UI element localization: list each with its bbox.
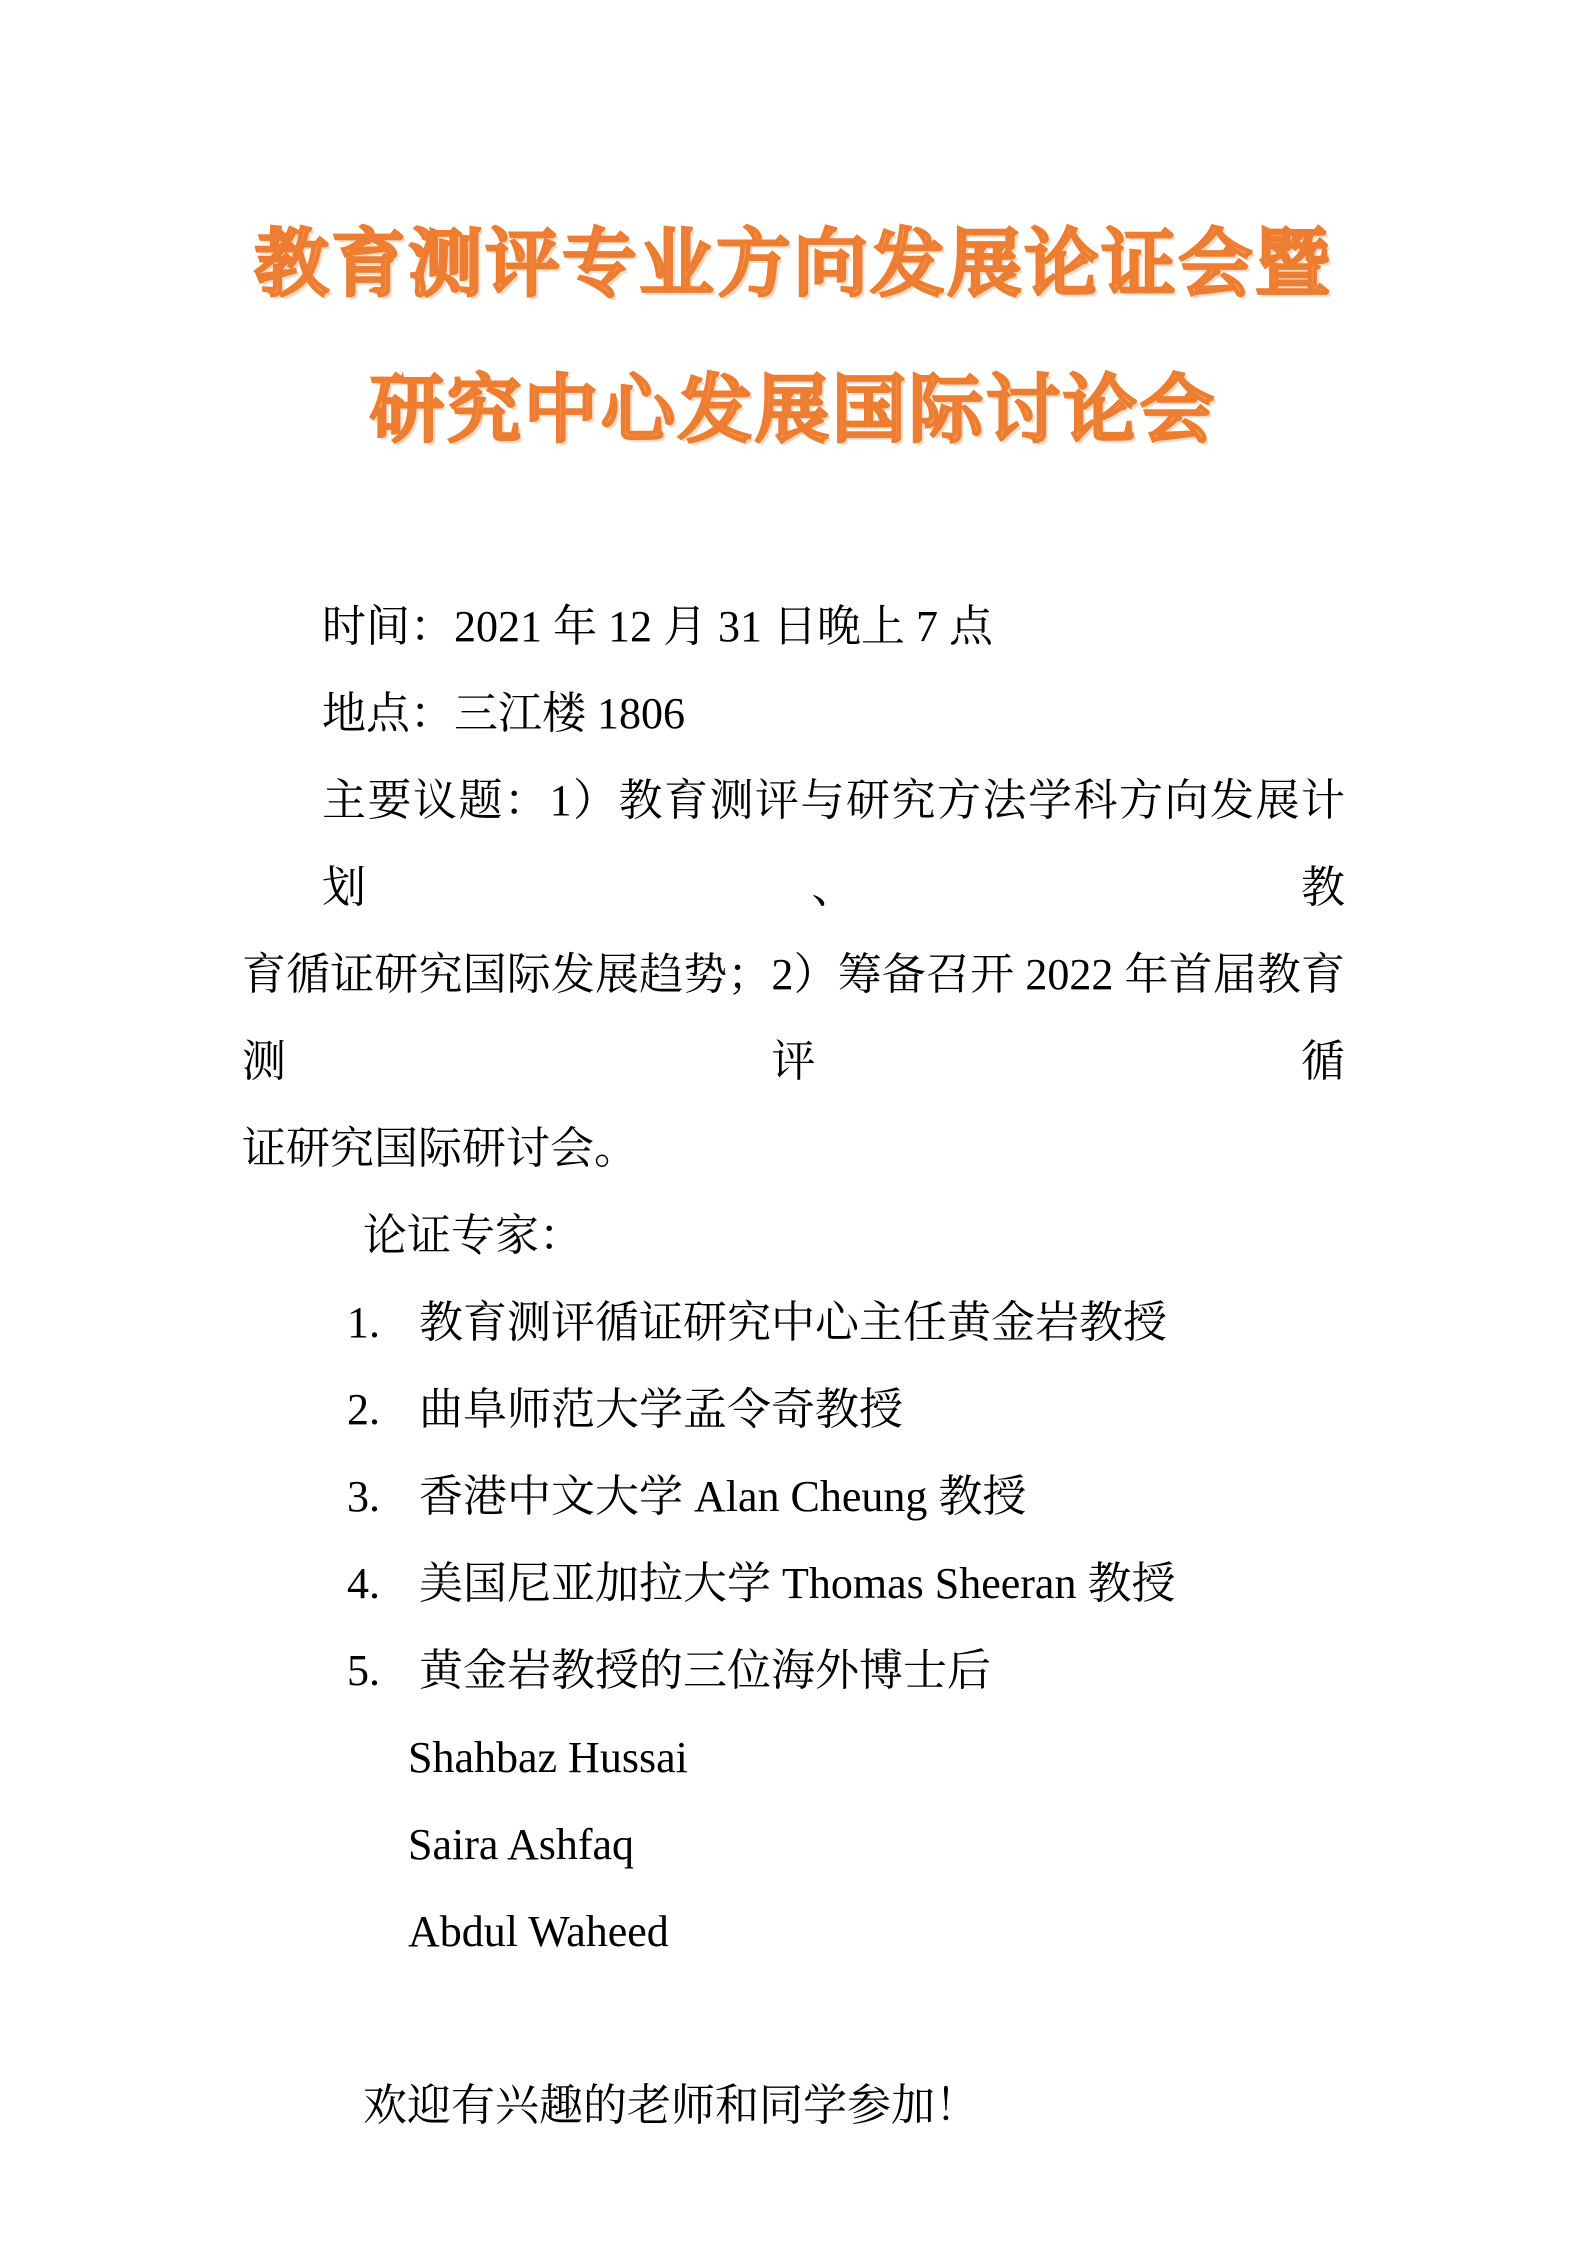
title-body-gap bbox=[0, 484, 1587, 583]
document-body bbox=[242, 583, 1345, 2149]
expert-number: 4. bbox=[347, 1559, 380, 1608]
agenda-line-1: 主要议题：1）教育测评与研究方法学科方向发展计划、教 bbox=[322, 776, 1345, 912]
agenda-paragraph bbox=[242, 757, 1345, 1192]
expert-item bbox=[242, 1540, 1345, 1627]
expert-text: 教育测评循证研究中心主任黄金岩教授 bbox=[419, 1298, 1167, 1347]
postdoc-name: Saira Ashfaq bbox=[408, 1820, 635, 1869]
experts-list bbox=[242, 1279, 1345, 1714]
title-line-1: 教育测评专业方向发展论证会暨 bbox=[254, 224, 1333, 306]
postdoc-name: Shahbaz Hussai bbox=[408, 1733, 688, 1782]
closing-line: 欢迎有兴趣的老师和同学参加！ bbox=[363, 2081, 979, 2130]
expert-text: 黄金岩教授的三位海外博士后 bbox=[419, 1646, 991, 1695]
title-line-2: 研究中心发展国际讨论会 bbox=[370, 370, 1217, 452]
expert-item bbox=[242, 1279, 1345, 1366]
expert-item bbox=[242, 1453, 1345, 1540]
location-line: 地点：三江楼 1806 bbox=[322, 689, 685, 738]
expert-item bbox=[242, 1627, 1345, 1714]
expert-number: 1. bbox=[347, 1298, 380, 1347]
expert-text: 香港中文大学 Alan Cheung 教授 bbox=[419, 1472, 1027, 1521]
experts-heading: 论证专家： bbox=[363, 1211, 583, 1260]
postdoc-name: Abdul Waheed bbox=[408, 1907, 669, 1956]
expert-number: 2. bbox=[347, 1385, 380, 1434]
expert-text: 曲阜师范大学孟令奇教授 bbox=[419, 1385, 903, 1434]
document-title bbox=[0, 0, 1587, 484]
expert-text: 美国尼亚加拉大学 Thomas Sheeran 教授 bbox=[419, 1559, 1176, 1608]
expert-number: 3. bbox=[347, 1472, 380, 1521]
time-line: 时间：2021 年 12 月 31 日晚上 7 点 bbox=[322, 602, 993, 651]
expert-number: 5. bbox=[347, 1646, 380, 1695]
expert-item bbox=[242, 1366, 1345, 1453]
agenda-line-2: 育循证研究国际发展趋势；2）筹备召开 2022 年首届教育测评循 bbox=[242, 950, 1345, 1086]
paragraph-gap bbox=[242, 1975, 1345, 2062]
agenda-line-3: 证研究国际研讨会。 bbox=[242, 1124, 638, 1173]
postdocs-list bbox=[242, 1714, 1345, 1975]
